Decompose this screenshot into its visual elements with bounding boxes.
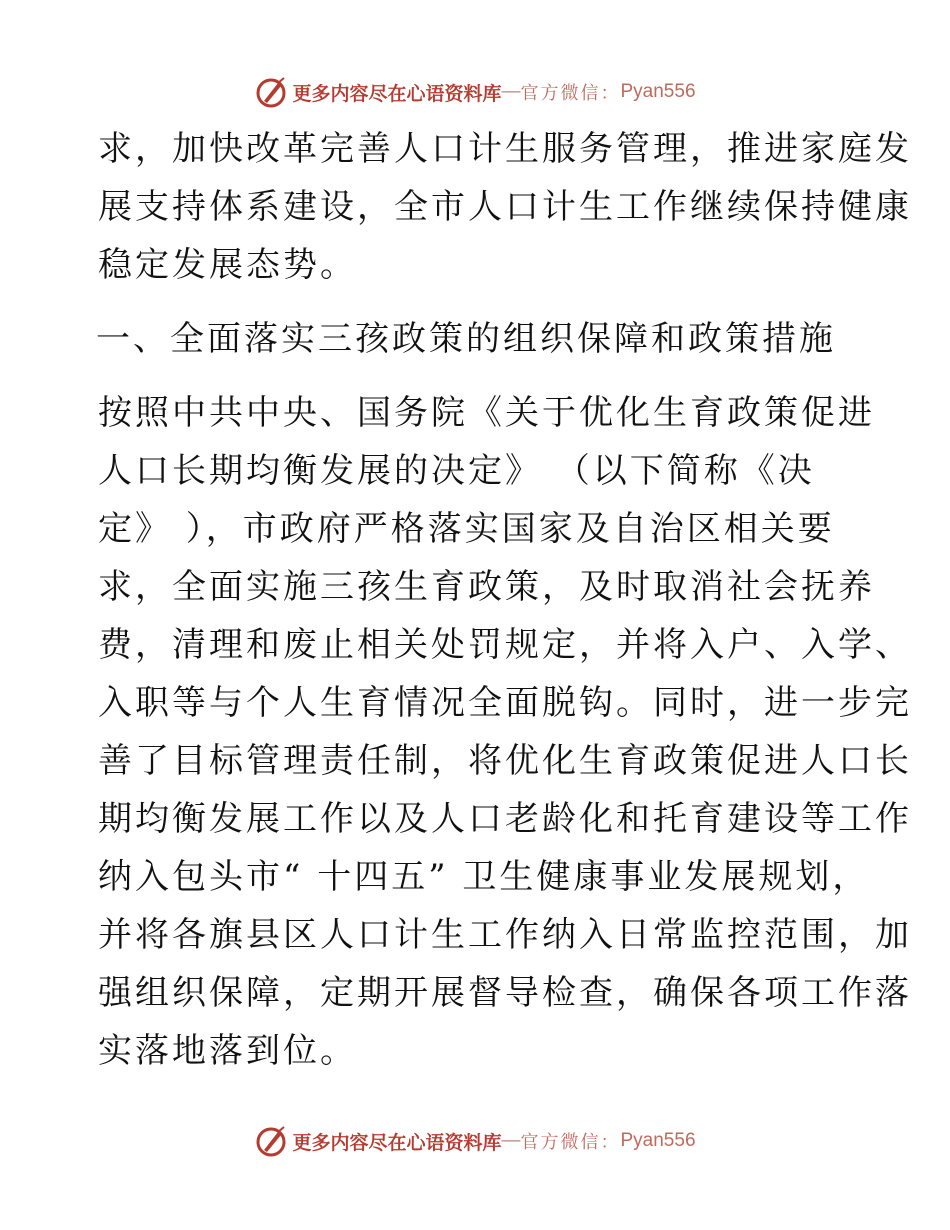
quill-logo-icon: [254, 1124, 288, 1158]
text-line: 实落地落到位。: [98, 1031, 357, 1071]
banner-red-text: 更多内容尽在心语资料库: [292, 1131, 502, 1154]
banner-wechat-label: 官方微信：: [520, 83, 621, 104]
text-line: 入职等与个人生育情况全面脱钩。同时，进一步完: [98, 683, 912, 723]
text-line: 费，清理和废止相关处罚规定，并将入户、入学、: [98, 625, 912, 665]
text-line: 定》 ），市政府严格落实国家及自治区相关要: [98, 509, 835, 549]
text-line: 期均衡发展工作以及人口老龄化和托育建设等工作: [98, 799, 912, 839]
banner-dash: —: [501, 81, 521, 102]
banner-wechat-label: 官方微信：: [520, 1132, 621, 1153]
quill-logo-icon: [254, 75, 288, 109]
banner-dash: —: [501, 1130, 521, 1151]
text-line: 展支持体系建设，全市人口计生工作继续保持健康: [98, 187, 912, 227]
text-line: 稳定发展态势。: [98, 245, 357, 285]
text-line: 人口长期均衡发展的决定》 （以下简称《决: [98, 451, 815, 491]
text-line: 强组织保障，定期开展督导检查，确保各项工作落: [98, 973, 912, 1013]
paragraph-2: [98, 384, 912, 1080]
banner-red-text: 更多内容尽在心语资料库: [292, 82, 502, 105]
text-line: 求，全面实施三孩生育政策，及时取消社会抚养: [98, 567, 875, 607]
text-line: 求，加快改革完善人口计生服务管理，推进家庭发: [98, 129, 912, 169]
text-line: 善了目标管理责任制，将优化生育政策促进人口长: [98, 741, 912, 781]
section-heading: 一、全面落实三孩政策的组织保障和政策措施: [96, 319, 836, 359]
text-line: 并将各旗县区人口计生工作纳入日常监控范围，加: [98, 915, 912, 955]
footer-banner: [0, 1121, 950, 1161]
text-line: 纳入包头市“ 十四五” 卫生健康事业发展规划，: [98, 857, 870, 897]
document-body: [96, 120, 912, 1080]
banner-wechat-id: Pyan556: [620, 81, 696, 102]
header-banner: [0, 72, 950, 112]
banner-wechat-id: Pyan556: [620, 1130, 696, 1151]
paragraph-1: [98, 120, 912, 294]
text-line: 按照中共中央、国务院《关于优化生育政策促进: [98, 393, 875, 433]
